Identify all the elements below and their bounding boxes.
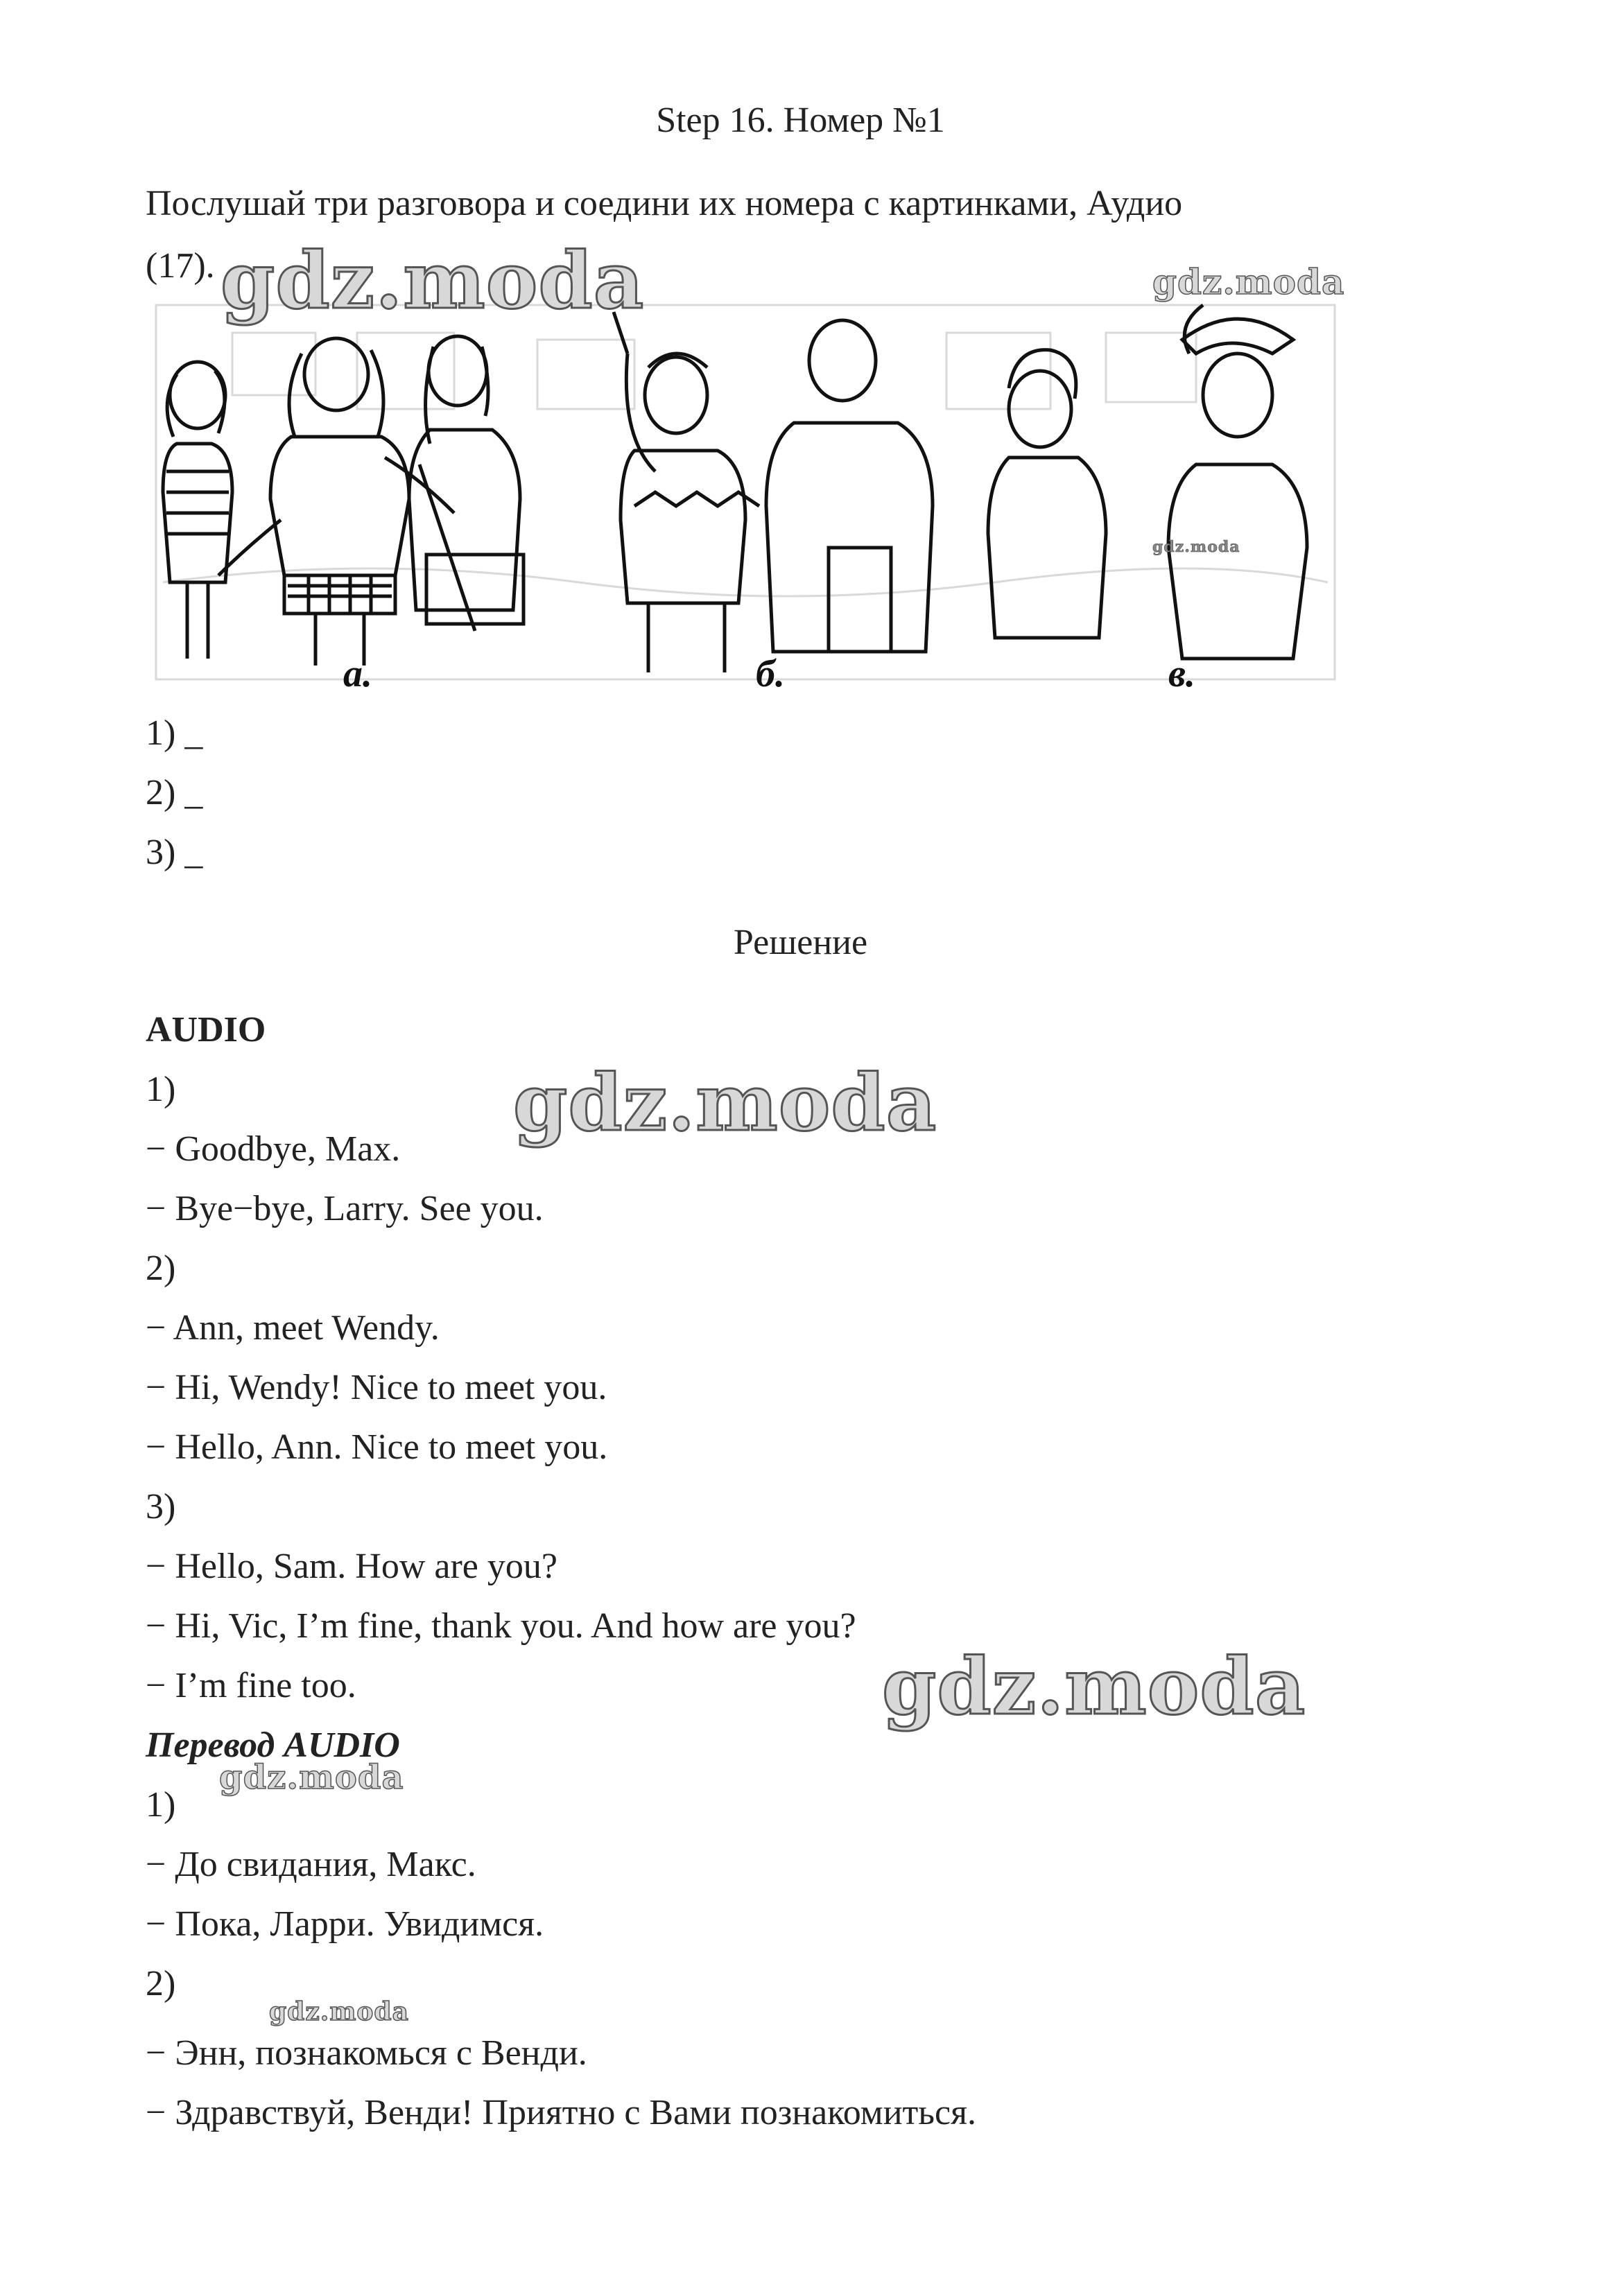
watermark: gdz.moda bbox=[882, 1642, 1306, 1732]
watermark: gdz.moda bbox=[1152, 261, 1345, 302]
audio-line: 1) bbox=[146, 1070, 176, 1109]
watermark: gdz.moda bbox=[269, 1997, 409, 2026]
audio-line: − Hello, Ann. Nice to meet you. bbox=[146, 1427, 608, 1467]
translation-line: − Здравствуй, Венди! Приятно с Вами познакомиться. bbox=[146, 2093, 976, 2132]
watermark: gdz.moda bbox=[220, 236, 645, 327]
audio-line: − Goodbye, Max. bbox=[146, 1129, 401, 1169]
task-instruction-line-2: (17). bbox=[146, 246, 215, 286]
audio-line: 3) bbox=[146, 1487, 176, 1527]
picture-label-b: б. bbox=[756, 652, 785, 695]
picture-label-a: а. bbox=[343, 652, 372, 695]
translation-line: − Пока, Ларри. Увидимся. bbox=[146, 1904, 544, 1944]
audio-heading: AUDIO bbox=[146, 1010, 266, 1050]
answer-blank-2: 2) _ bbox=[146, 773, 203, 812]
picture-v bbox=[988, 305, 1307, 659]
page-title: Step 16. Номер №1 bbox=[656, 101, 945, 140]
audio-line: − Bye−bye, Larry. See you. bbox=[146, 1189, 544, 1228]
watermark: gdz.moda bbox=[219, 1758, 404, 1797]
translation-line: − Энн, познакомься с Венди. bbox=[146, 2033, 587, 2073]
audio-line: − Hello, Sam. How are you? bbox=[146, 1547, 557, 1586]
answer-blank-3: 3) _ bbox=[146, 833, 203, 872]
picture-b bbox=[614, 312, 933, 672]
audio-line: − Hi, Vic, I’m fine, thank you. And how are you? bbox=[146, 1606, 856, 1646]
audio-line: − Ann, meet Wendy. bbox=[146, 1308, 440, 1348]
translation-line: − До свидания, Макс. bbox=[146, 1845, 476, 1884]
audio-line: 2) bbox=[146, 1249, 176, 1288]
watermark: gdz.moda bbox=[1152, 538, 1240, 556]
task-instruction-line-1: Послушай три разговора и соедини их номера с картинками, Аудио bbox=[146, 184, 1183, 223]
translation-line: 2) bbox=[146, 1964, 176, 2003]
picture-a bbox=[163, 336, 523, 666]
answer-blank-1: 1) _ bbox=[146, 713, 203, 753]
watermark: gdz.moda bbox=[513, 1058, 937, 1149]
translation-heading: Перевод AUDIO bbox=[146, 1725, 400, 1765]
audio-line: − I’m fine too. bbox=[146, 1666, 356, 1705]
solution-heading: Решение bbox=[733, 923, 868, 962]
people-greeting-illustration bbox=[149, 291, 1342, 700]
translation-line: 1) bbox=[146, 1785, 176, 1825]
picture-label-v: в. bbox=[1168, 652, 1196, 695]
audio-line: − Hi, Wendy! Nice to meet you. bbox=[146, 1368, 607, 1407]
